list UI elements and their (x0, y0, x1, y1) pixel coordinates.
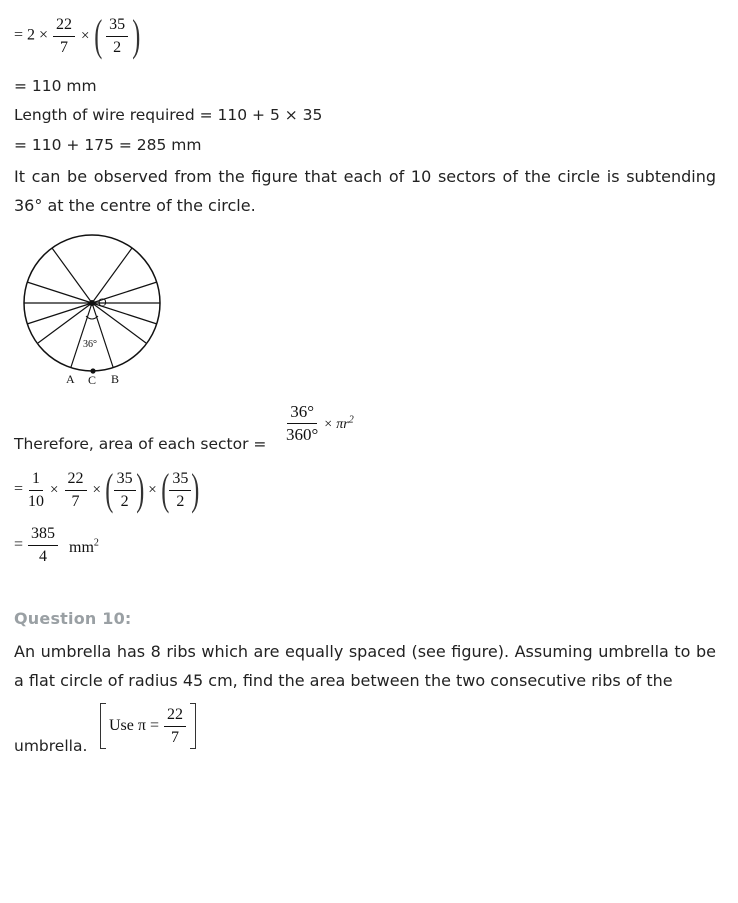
line-length-wire: Length of wire required = 110 + 5 × 35 (14, 106, 323, 124)
pi-r-squared: × $\pi r^2$ (323, 414, 354, 432)
frac-den: 7 (60, 38, 69, 56)
circle-figure (14, 226, 174, 392)
frac-den: 2 (176, 492, 185, 510)
sector-fraction (285, 402, 354, 445)
frac-num: 22 (65, 469, 87, 491)
fraction-22-7 (53, 15, 75, 58)
frac-num: 22 (164, 705, 186, 727)
frac-den: 7 (71, 492, 80, 510)
step2-expression: = $\frac{1}{10}$ × $\frac{22}{7}$ × ( $\frac{35}{2}$ ) × ( $\frac{35}{2}$ ) (14, 465, 200, 514)
times-sign: × (81, 28, 90, 44)
frac-num: 1 (29, 469, 43, 491)
step3-expression (14, 524, 99, 567)
step1-expression (14, 11, 141, 60)
frac-den: 2 (120, 492, 129, 510)
frac-den: 4 (39, 548, 48, 565)
angle-label: 36° (83, 339, 97, 350)
hint-prefix: Use π = (109, 717, 159, 734)
pi-hint-bracket (100, 703, 196, 749)
frac-num: 35 (106, 15, 128, 37)
left-paren: ( (93, 11, 102, 60)
times-sign: × (50, 482, 59, 498)
times-sign: × (148, 482, 157, 498)
question-title: Question 10: (14, 609, 132, 628)
line-110-mm: = 110 mm (14, 77, 97, 95)
frac-num: 35 (169, 469, 191, 491)
frac-num: 35 (114, 469, 136, 491)
center-dot (89, 300, 95, 306)
equals-sign: = (14, 480, 24, 498)
sector-area-prefix: Therefore, area of each sector = (14, 435, 267, 453)
step1-prefix: = 2 × (14, 26, 49, 44)
center-label-o: O (98, 295, 107, 309)
frac-den: 10 (28, 492, 45, 510)
label-a: A (66, 372, 75, 386)
fraction-35-2 (106, 15, 128, 58)
right-paren: ) (132, 11, 141, 60)
question-tail: umbrella. (14, 737, 88, 755)
equals-sign: = (14, 536, 24, 554)
line-285-mm: = 110 + 175 = 285 mm (14, 136, 202, 154)
question-text: An umbrella has 8 ribs which are equally spaced (see figure). Assuming umbrella to be a flat circle of radius 45 cm, find the area between the two consecutive ribs of the (14, 642, 716, 690)
observation-paragraph: It can be observed from the figure that each of 10 sectors of the circle is subtending 36° at the centre of the circle. (14, 167, 716, 215)
frac-num: 22 (53, 15, 75, 37)
frac-num: 36° (287, 402, 317, 424)
frac-den: 360° (286, 425, 319, 444)
frac-den: 2 (113, 38, 122, 56)
times-sign: × (92, 482, 101, 498)
label-c: C (88, 373, 97, 387)
frac-num: 385 (28, 524, 58, 546)
label-b: B (111, 372, 120, 386)
unit-mm2: $mm^2$ (69, 537, 99, 556)
frac-den: 7 (170, 728, 179, 746)
